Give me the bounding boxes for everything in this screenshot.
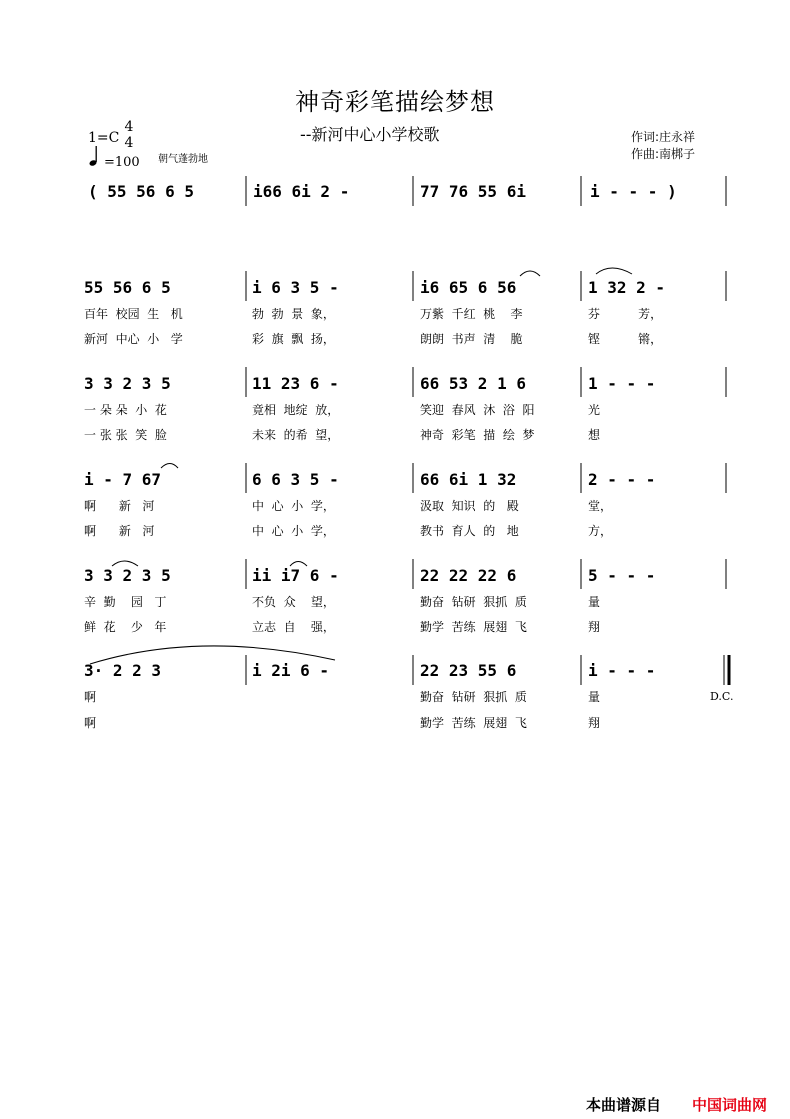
measure-notes: ii i7 6 - xyxy=(252,566,339,585)
lyric-line: 翔 xyxy=(588,716,601,730)
measure-notes: i66 6i 2 - xyxy=(253,182,350,201)
lyric-line: 勤学 苦练 展翅 飞 xyxy=(420,716,527,730)
lyric-line: 啊 新 河 xyxy=(84,499,155,513)
lyric-line: 鲜 花 少 年 xyxy=(84,620,167,634)
lyric-line: 百年 校园 生 机 xyxy=(84,307,183,321)
measure-notes: 1 - - - xyxy=(588,374,656,393)
measure-notes: 3 3 2 3 5 xyxy=(84,374,171,393)
lyric-line: 翔 xyxy=(588,620,601,634)
lyric-line: 辛 勤 园 丁 xyxy=(84,595,167,609)
lyric-line: 堂， xyxy=(588,499,613,513)
lyric-line: 勃 勃 景 象， xyxy=(252,307,335,321)
measure-notes: 66 53 2 1 6 xyxy=(420,374,526,393)
lyric-line: 立志 自 强， xyxy=(252,620,335,634)
lyric-line: 彩 旗 飘 扬， xyxy=(252,332,335,346)
measure-notes: 5 - - - xyxy=(588,566,656,585)
lyric-line: 勤学 苦练 展翅 飞 xyxy=(420,620,527,634)
lyric-line: 竟相 地绽 放， xyxy=(252,403,340,417)
measure-notes: i - - - xyxy=(588,661,656,680)
composer-credit: 作曲:南梆子 xyxy=(631,147,696,161)
lyric-line: 啊 xyxy=(84,716,97,730)
lyric-line: 芬 芳， xyxy=(588,307,663,321)
measure-notes: 3 3 2 3 5 xyxy=(84,566,171,585)
tempo-marking: =100 xyxy=(104,155,140,170)
lyric-line: 量 xyxy=(588,690,601,704)
lyric-line: 汲取 知识 的 殿 xyxy=(420,499,519,513)
lyric-line: 一 张 张 笑 脸 xyxy=(84,428,167,442)
song-title: 神奇彩笔描绘梦想 xyxy=(295,88,495,116)
lyric-line: 勤奋 钻研 狠抓 质 xyxy=(420,595,527,609)
measure-notes: i - - - ) xyxy=(590,182,677,201)
source-note: 本曲谱源自 xyxy=(586,1096,662,1114)
measure-notes: i 6 3 5 - xyxy=(252,278,339,297)
lyric-line: 啊 新 河 xyxy=(84,524,155,538)
key-signature: 1=C xyxy=(88,130,120,146)
lyric-line: 啊 xyxy=(84,690,97,704)
lyric-line: 笑迎 春风 沐 浴 阳 xyxy=(420,403,535,417)
lyric-line: 光 xyxy=(588,403,601,417)
measure-notes: 55 56 6 5 xyxy=(84,278,171,297)
lyric-line: 量 xyxy=(588,595,601,609)
expression-marking: 朝气蓬勃地 xyxy=(158,154,208,165)
lyric-line: 朗朗 书声 清 脆 xyxy=(420,332,523,346)
lyricist-credit: 作词:庄永祥 xyxy=(631,130,696,144)
measure-notes: 66 6i 1 32 xyxy=(420,470,517,489)
lyric-line: 想 xyxy=(588,428,601,442)
lyric-line: 勤奋 钻研 狠抓 质 xyxy=(420,690,527,704)
lyric-line: 方， xyxy=(588,524,613,538)
lyric-line: 新河 中心 小 学 xyxy=(84,332,183,346)
measure-notes: 2 - - - xyxy=(588,470,656,489)
da-capo-marking: D.C. xyxy=(710,690,734,703)
lyric-line: 未来 的希 望， xyxy=(252,428,340,442)
measure-notes: i6 65 6 56 xyxy=(420,278,517,297)
time-bottom: 4 xyxy=(124,135,134,151)
measure-notes: i - 7 67 xyxy=(84,470,162,489)
lyric-line: 中 心 小 学， xyxy=(252,524,335,538)
measure-notes: 6 6 3 5 - xyxy=(252,470,339,489)
measure-notes: i 2i 6 - xyxy=(252,661,330,680)
measure-notes: 3· 2 2 3 xyxy=(84,661,162,680)
site-name: 中国词曲网 xyxy=(692,1096,768,1114)
lyric-line: 万紫 千红 桃 李 xyxy=(420,307,523,321)
measure-notes: ( 55 56 6 5 xyxy=(88,182,194,201)
measure-notes: 77 76 55 6i xyxy=(420,182,526,201)
lyric-line: 中 心 小 学， xyxy=(252,499,335,513)
song-subtitle: --新河中心小学校歌 xyxy=(300,125,440,144)
measure-notes: 22 22 22 6 xyxy=(420,566,517,585)
time-top: 4 xyxy=(124,119,134,135)
lyric-line: 神奇 彩笔 描 绘 梦 xyxy=(420,428,535,442)
lyric-line: 一 朵 朵 小 花 xyxy=(84,403,167,417)
lyric-line: 铿 锵， xyxy=(588,332,663,346)
measure-notes: 22 23 55 6 xyxy=(420,661,517,680)
lyric-line: 不负 众 望， xyxy=(252,595,335,609)
measure-notes: 11 23 6 - xyxy=(252,374,339,393)
lyric-line: 教书 育人 的 地 xyxy=(420,524,519,538)
measure-notes: 1 32 2 - xyxy=(588,278,666,297)
